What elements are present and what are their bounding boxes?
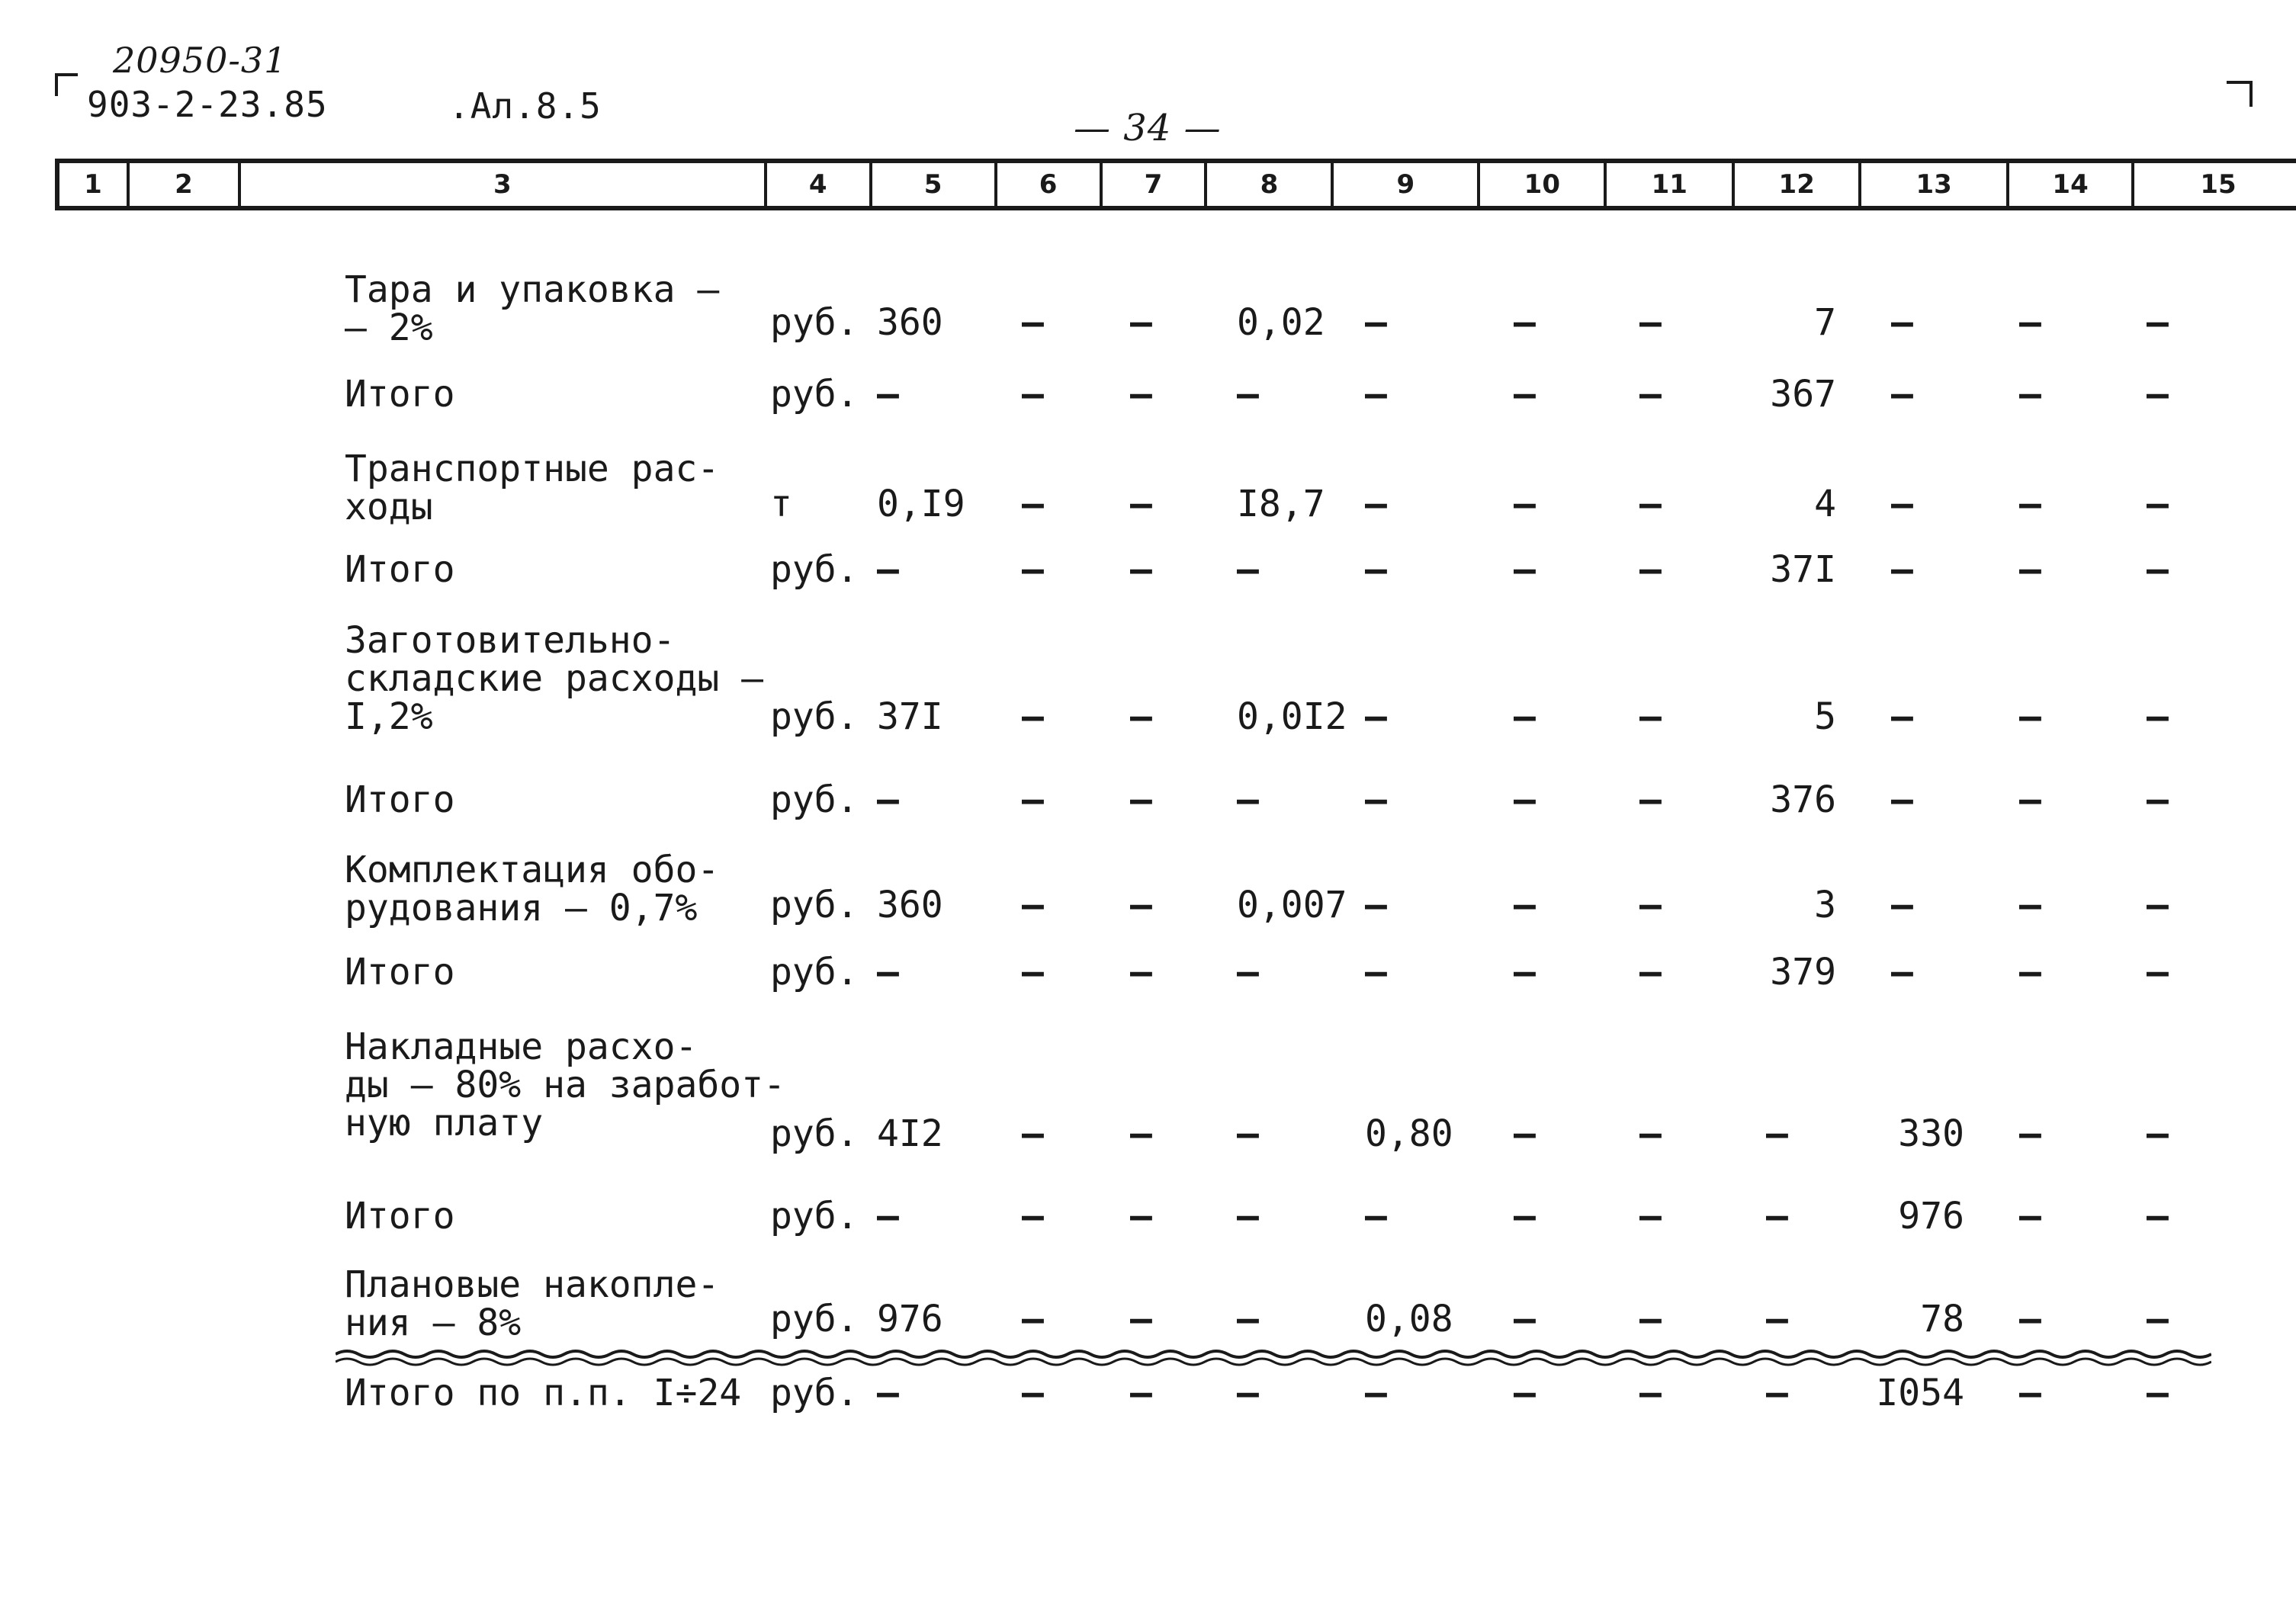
- row-11-col-8: –: [1237, 1298, 1259, 1340]
- row-1-col-7: –: [1130, 301, 1152, 344]
- row-8-col-8: –: [1237, 951, 1259, 993]
- row-9-col-14: –: [2019, 1112, 2041, 1155]
- row-2-col-6: –: [1022, 373, 1044, 416]
- row-8-name: Итого: [345, 951, 455, 993]
- row-8-unit: руб.: [770, 951, 859, 993]
- row-10-col-15: –: [2147, 1195, 2169, 1237]
- row-1-col-8: 0,02: [1237, 301, 1325, 344]
- row-7-col-5: 360: [877, 884, 943, 926]
- row-8-col-14: –: [2019, 951, 2041, 993]
- row-10-name: Итого: [345, 1195, 455, 1237]
- handwritten-number: 20950-31: [113, 40, 287, 81]
- row-1-col-14: –: [2019, 301, 2041, 344]
- row-6-unit: руб.: [770, 778, 859, 821]
- row-5-col-12: 5: [1814, 695, 1836, 738]
- row-12-col-13: I054: [1876, 1372, 1964, 1414]
- row-11-col-14: –: [2019, 1298, 2041, 1340]
- column-number-3: 3: [241, 163, 767, 206]
- row-2-col-15: –: [2147, 373, 2169, 416]
- row-10-col-12: –: [1766, 1195, 1788, 1237]
- row-12-col-7: –: [1130, 1372, 1152, 1414]
- column-number-12: 12: [1735, 163, 1861, 206]
- row-9-col-9: 0,80: [1365, 1112, 1453, 1155]
- column-number-header: [55, 159, 2296, 210]
- row-9-col-5: 4I2: [877, 1112, 943, 1155]
- corner-mark-left: [55, 73, 78, 96]
- column-number-2: 2: [130, 163, 241, 206]
- row-7-col-13: –: [1891, 884, 1913, 926]
- row-2-col-5: –: [877, 373, 899, 416]
- row-9-unit: руб.: [770, 1112, 859, 1155]
- row-5-col-7: –: [1130, 695, 1152, 738]
- row-10-col-11: –: [1639, 1195, 1662, 1237]
- row-5-unit: руб.: [770, 695, 859, 738]
- row-6-col-7: –: [1130, 778, 1152, 821]
- row-8-col-5: –: [877, 951, 899, 993]
- row-10-col-10: –: [1514, 1195, 1536, 1237]
- row-6-name: Итого: [345, 778, 455, 821]
- row-4-col-15: –: [2147, 548, 2169, 591]
- column-number-9: 9: [1334, 163, 1480, 206]
- row-8-col-15: –: [2147, 951, 2169, 993]
- row-5-col-10: –: [1514, 695, 1536, 738]
- column-number-10: 10: [1480, 163, 1607, 206]
- row-2-col-8: –: [1237, 373, 1259, 416]
- row-7-unit: руб.: [770, 884, 859, 926]
- row-10-col-8: –: [1237, 1195, 1259, 1237]
- row-4-col-10: –: [1514, 548, 1536, 591]
- row-4-col-11: –: [1639, 548, 1662, 591]
- row-4-col-12: 37I: [1770, 548, 1836, 591]
- row-12-col-15: –: [2147, 1372, 2169, 1414]
- row-5-col-14: –: [2019, 695, 2041, 738]
- row-11-col-9: 0,08: [1365, 1298, 1453, 1340]
- row-1-name: Тара и упаковка – – 2%: [345, 268, 720, 349]
- column-number-1: 1: [59, 163, 130, 206]
- row-5-col-8: 0,0I2: [1237, 695, 1347, 738]
- row-11-col-10: –: [1514, 1298, 1536, 1340]
- row-1-unit: руб.: [770, 301, 859, 344]
- row-12-unit: руб.: [770, 1372, 859, 1414]
- row-9-col-13: 330: [1898, 1112, 1964, 1155]
- row-4-name: Итого: [345, 548, 455, 591]
- row-9-col-11: –: [1639, 1112, 1662, 1155]
- row-11-name: Плановые накопле- ния – 8%: [345, 1263, 720, 1344]
- row-3-col-12: 4: [1814, 483, 1836, 525]
- wavy-line-1: [336, 1351, 2211, 1357]
- row-10-col-5: –: [877, 1195, 899, 1237]
- row-5-col-13: –: [1891, 695, 1913, 738]
- row-6-col-13: –: [1891, 778, 1913, 821]
- row-10-col-14: –: [2019, 1195, 2041, 1237]
- row-4-col-14: –: [2019, 548, 2041, 591]
- row-4-unit: руб.: [770, 548, 859, 591]
- row-11-col-7: –: [1130, 1298, 1152, 1340]
- row-12-col-11: –: [1639, 1372, 1662, 1414]
- row-9-name: Накладные расхо- ды – 80% на заработ- ную плату: [345, 1026, 785, 1144]
- row-9-col-6: –: [1022, 1112, 1044, 1155]
- row-10-col-13: 976: [1898, 1195, 1964, 1237]
- corner-mark-right: [2227, 81, 2253, 107]
- wavy-separator: [336, 1348, 2211, 1366]
- row-7-col-8: 0,007: [1237, 884, 1347, 926]
- row-1-col-9: –: [1365, 301, 1387, 344]
- column-number-11: 11: [1607, 163, 1735, 206]
- row-9-col-10: –: [1514, 1112, 1536, 1155]
- row-1-col-12: 7: [1814, 301, 1836, 344]
- row-2-name: Итого: [345, 373, 455, 416]
- row-6-col-5: –: [877, 778, 899, 821]
- row-10-col-9: –: [1365, 1195, 1387, 1237]
- row-2-col-7: –: [1130, 373, 1152, 416]
- row-4-col-13: –: [1891, 548, 1913, 591]
- row-6-col-15: –: [2147, 778, 2169, 821]
- row-3-unit: т: [770, 483, 792, 525]
- wavy-line-2: [336, 1359, 2211, 1365]
- row-7-col-7: –: [1130, 884, 1152, 926]
- row-2-col-13: –: [1891, 373, 1913, 416]
- row-12-name: Итого по п.п. I÷24: [345, 1372, 742, 1414]
- row-11-col-5: 976: [877, 1298, 943, 1340]
- row-6-col-8: –: [1237, 778, 1259, 821]
- row-4-col-6: –: [1022, 548, 1044, 591]
- row-8-col-11: –: [1639, 951, 1662, 993]
- row-8-col-9: –: [1365, 951, 1387, 993]
- row-9-col-7: –: [1130, 1112, 1152, 1155]
- row-3-name: Транспортные рас- ходы: [345, 448, 720, 528]
- row-3-col-14: –: [2019, 483, 2041, 525]
- row-7-col-15: –: [2147, 884, 2169, 926]
- row-11-col-12: –: [1766, 1298, 1788, 1340]
- row-5-col-9: –: [1365, 695, 1387, 738]
- row-1-col-6: –: [1022, 301, 1044, 344]
- row-11-col-11: –: [1639, 1298, 1662, 1340]
- row-12-col-6: –: [1022, 1372, 1044, 1414]
- row-7-col-10: –: [1514, 884, 1536, 926]
- doc-code: 903-2-23.85: [87, 84, 328, 125]
- row-4-col-9: –: [1365, 548, 1387, 591]
- column-number-6: 6: [997, 163, 1103, 206]
- row-4-col-8: –: [1237, 548, 1259, 591]
- row-8-col-12: 379: [1770, 951, 1836, 993]
- row-2-col-14: –: [2019, 373, 2041, 416]
- column-number-15: 15: [2200, 169, 2237, 200]
- row-3-col-9: –: [1365, 483, 1387, 525]
- row-9-col-8: –: [1237, 1112, 1259, 1155]
- row-8-col-6: –: [1022, 951, 1044, 993]
- row-2-col-9: –: [1365, 373, 1387, 416]
- row-1-col-11: –: [1639, 301, 1662, 344]
- row-2-col-12: 367: [1770, 373, 1836, 416]
- row-12-col-5: –: [877, 1372, 899, 1414]
- row-1-col-13: –: [1891, 301, 1913, 344]
- row-8-col-13: –: [1891, 951, 1913, 993]
- row-11-col-6: –: [1022, 1298, 1044, 1340]
- row-10-unit: руб.: [770, 1195, 859, 1237]
- row-6-col-10: –: [1514, 778, 1536, 821]
- row-6-col-11: –: [1639, 778, 1662, 821]
- row-4-col-5: –: [877, 548, 899, 591]
- row-11-unit: руб.: [770, 1298, 859, 1340]
- row-5-col-5: 37I: [877, 695, 943, 738]
- row-5-col-15: –: [2147, 695, 2169, 738]
- row-1-col-10: –: [1514, 301, 1536, 344]
- page-number: — 34 —: [1074, 107, 1222, 149]
- row-6-col-9: –: [1365, 778, 1387, 821]
- row-3-col-13: –: [1891, 483, 1913, 525]
- row-2-col-10: –: [1514, 373, 1536, 416]
- row-12-col-12: –: [1766, 1372, 1788, 1414]
- row-11-col-13: 78: [1920, 1298, 1964, 1340]
- row-8-col-7: –: [1130, 951, 1152, 993]
- row-3-col-15: –: [2147, 483, 2169, 525]
- row-1-col-5: 360: [877, 301, 943, 344]
- row-2-col-11: –: [1639, 373, 1662, 416]
- column-number-4: 4: [767, 163, 872, 206]
- column-number-14: 14: [2009, 163, 2134, 206]
- row-6-col-14: –: [2019, 778, 2041, 821]
- row-7-col-14: –: [2019, 884, 2041, 926]
- row-9-col-12: –: [1766, 1112, 1788, 1155]
- row-5-col-6: –: [1022, 695, 1044, 738]
- row-7-col-6: –: [1022, 884, 1044, 926]
- album-number: .Ал.8.5: [448, 85, 602, 127]
- row-11-col-15: –: [2147, 1298, 2169, 1340]
- row-12-col-14: –: [2019, 1372, 2041, 1414]
- column-number-13: 13: [1861, 163, 2009, 206]
- row-3-col-10: –: [1514, 483, 1536, 525]
- column-number-5: 5: [872, 163, 997, 206]
- row-4-col-7: –: [1130, 548, 1152, 591]
- row-2-unit: руб.: [770, 373, 859, 416]
- row-9-col-15: –: [2147, 1112, 2169, 1155]
- row-8-col-10: –: [1514, 951, 1536, 993]
- row-3-col-7: –: [1130, 483, 1152, 525]
- row-7-name: Комплектация обо- рудования – 0,7%: [345, 849, 720, 929]
- row-10-col-6: –: [1022, 1195, 1044, 1237]
- row-3-col-6: –: [1022, 483, 1044, 525]
- row-3-col-8: I8,7: [1237, 483, 1325, 525]
- column-number-7: 7: [1103, 163, 1208, 206]
- row-3-col-5: 0,I9: [877, 483, 965, 525]
- row-7-col-12: 3: [1814, 884, 1836, 926]
- row-7-col-11: –: [1639, 884, 1662, 926]
- row-12-col-10: –: [1514, 1372, 1536, 1414]
- row-3-col-11: –: [1639, 483, 1662, 525]
- row-6-col-12: 376: [1770, 778, 1836, 821]
- row-6-col-6: –: [1022, 778, 1044, 821]
- row-1-col-15: –: [2147, 301, 2169, 344]
- row-7-col-9: –: [1365, 884, 1387, 926]
- row-5-col-11: –: [1639, 695, 1662, 738]
- row-12-col-8: –: [1237, 1372, 1259, 1414]
- column-number-8: 8: [1207, 163, 1334, 206]
- row-10-col-7: –: [1130, 1195, 1152, 1237]
- row-5-name: Заготовительно- складские расходы – I,2%: [345, 619, 764, 738]
- row-12-col-9: –: [1365, 1372, 1387, 1414]
